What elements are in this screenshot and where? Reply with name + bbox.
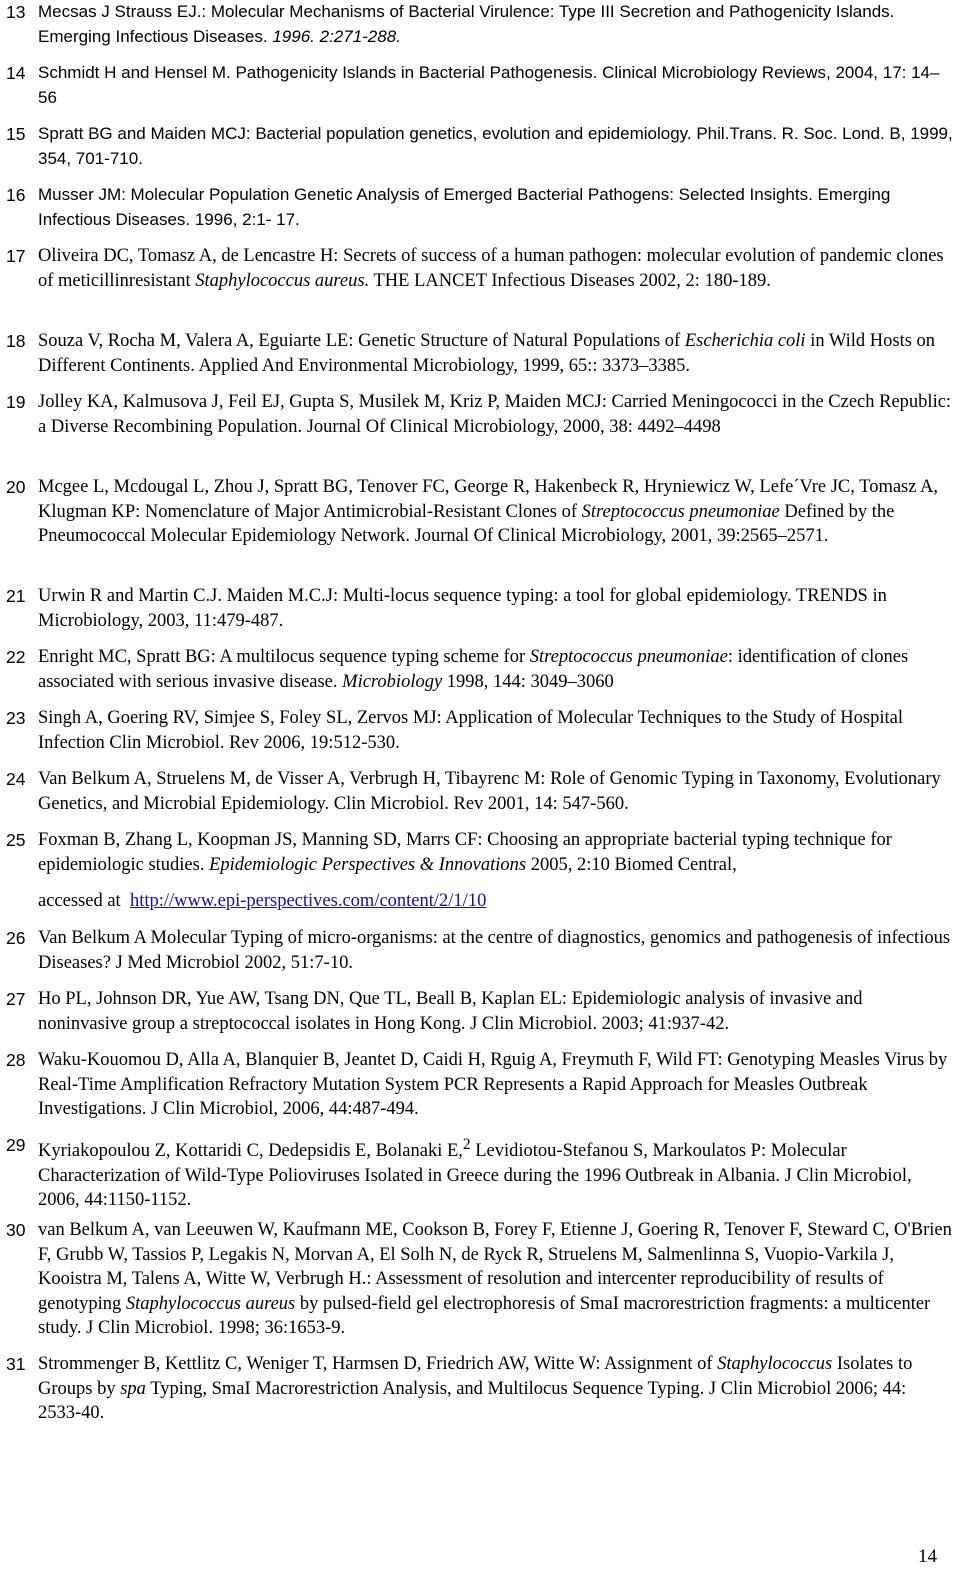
reference-text-segment: van Belkum A, van Leeuwen W, Kaufmann ME, Cookson B, Forey F, Etienne J, Goering R, Tenover F, Steward C, O'Brien F, Grubb W, Tassios P, Legakis N, Morvan A, El Solh N, de Ryck R, Struelens M, Salmenlinna S, Vuopio-Varkila J, Kooistra M, Talens A, Witte W, Verbrugh H.: Assessment of resolution and intercenter reproducibility of results of genotyping — [38, 1220, 952, 1314]
reference-number: 31 — [6, 1354, 26, 1374]
reference-number: 21 — [6, 586, 26, 606]
reference-text-segment: Defined by the Pneumococcal Molecular Epidemiology Network. Journal Of Clinical Microbiology, 2001, 39:2565–2571. — [38, 501, 895, 546]
italic-text: Staphylococcus — [717, 1354, 833, 1374]
reference-number: 26 — [6, 928, 26, 948]
reference-text-segment: Typing, SmaI Macrorestriction Analysis, and Multilocus Sequence Typing. J Clin Microbiol 2006; 44: 2533-40. — [38, 1378, 907, 1423]
reference-text — [38, 1133, 954, 1213]
reference-text-segment: Van Belkum A Molecular Typing of micro-organisms: at the centre of diagnostics, genomics and pathogenesis of infectious Diseases? J Med Microbiol 2002, 51:7-10. — [38, 928, 951, 973]
reference-number: 14 — [6, 63, 26, 83]
reference-text — [38, 767, 954, 816]
reference-text-segment: THE LANCET Infectious Diseases 2002, 2: 180-189. — [369, 270, 771, 291]
reference-text — [38, 926, 954, 975]
reference-text-segment: Musser JM: Molecular Population Genetic Analysis of Emerged Bacterial Pathogens: Selected Insights. Emerging Infectious Diseases. 1996, 2:1- 17. — [38, 185, 891, 229]
reference-number: 24 — [6, 769, 26, 789]
reference-text-segment: Ho PL, Johnson DR, Yue AW, Tsang DN, Que TL, Beall B, Kaplan EL: Epidemiologic analysis of invasive and noninvasive group a streptococcal isolates in Hong Kong. J Clin Microbiol. 2003; 41:937-42. — [38, 989, 863, 1034]
reference-text — [38, 1218, 954, 1341]
reference-number: 25 — [6, 830, 26, 850]
italic-text: Epidemiologic Perspectives & Innovations — [209, 854, 527, 875]
reference-text — [38, 183, 954, 232]
reference-text-segment: Waku-Kouomou D, Alla A, Blanquier B, Jeantet D, Caidi H, Rguig A, Freymuth F, Wild FT: Genotyping Measles Virus by Real-Time Amplification Refractory Mutation System PCR Represents a Rapid Approach for Measles Outbreak Investigations. J Clin Microbiol, 2006, 44:487-494. — [38, 1050, 948, 1119]
reference-number: 28 — [6, 1050, 26, 1070]
reference-link[interactable]: http://www.epi-perspectives.com/content/2/1/10 — [129, 891, 487, 911]
reference-text-segment: Kyriakopoulou Z, Kottaridi C, Dedepsidis E, Bolanaki E, — [38, 1141, 463, 1162]
reference-text-segment: Strommenger B, Kettlitz C, Weniger T, Harmsen D, Friedrich AW, Witte W: Assignment of — [38, 1354, 718, 1374]
reference-text — [38, 122, 954, 171]
reference-text-segment: 2005, 2:10 Biomed Central, — [526, 854, 737, 875]
reference-text-segment: Van Belkum A, Struelens M, de Visser A, Verbrugh H, Tibayrenc M: Role of Genomic Typing in Taxonomy, Evolutionary Genetics, and Microbial Epidemiology. Clin Microbiol. Rev 2001, 14: 547-560. — [38, 769, 941, 814]
reference-text-segment: 1998, 144: 3049–3060 — [442, 671, 614, 692]
reference-text — [38, 390, 954, 439]
reference-text-segment: Foxman B, Zhang L, Koopman JS, Manning SD, Marrs CF: Choosing an appropriate bacterial typing technique for epidemiologic studies. — [38, 830, 892, 875]
access-prefix: accessed at — [38, 891, 130, 911]
reference-text-segment: Isolates to Groups by — [38, 1354, 913, 1399]
italic-text: Escherichia coli — [684, 331, 806, 351]
reference-text — [38, 1048, 954, 1122]
reference-text — [38, 584, 954, 633]
reference-text-segment: Jolley KA, Kalmusova J, Feil EJ, Gupta S, Musilek M, Kriz P, Maiden MCJ: Carried Meningococci in the Czech Republic: a Diverse Recombining Population. Journal Of Clinical Microbiology, 2000, 38: 4492–4498 — [38, 392, 952, 437]
reference-number: 13 — [6, 2, 26, 22]
reference-text — [38, 475, 954, 549]
reference-text-segment: Spratt BG and Maiden MCJ: Bacterial population genetics, evolution and epidemiology. Phil.Trans. R. Soc. Lond. B, 1999, 354, 701-710. — [38, 124, 953, 168]
reference-text-segment: Enright MC, Spratt BG: A multilocus sequence typing scheme for — [38, 647, 530, 667]
superscript: 2 — [462, 1136, 471, 1153]
reference-number: 23 — [6, 708, 26, 728]
reference-text — [38, 706, 954, 755]
reference-text-segment: Urwin R and Martin C.J. Maiden M.C.J: Multi-locus sequence typing: a tool for global epidemiology. TRENDS in Microbiology, 2003, 11:479-487. — [38, 586, 887, 631]
italic-text: Staphylococcus aureus — [125, 1293, 296, 1314]
reference-number: 20 — [6, 477, 26, 497]
reference-text — [38, 329, 954, 378]
reference-text-segment: Mecsas J Strauss EJ.: Molecular Mechanisms of Bacterial Virulence: Type III Secretion and Pathogenicity Islands. Emerging Infectious Diseases. — [38, 2, 895, 46]
reference-number: 15 — [6, 124, 26, 144]
italic-text: Microbiology — [342, 671, 443, 692]
reference-text — [38, 0, 954, 49]
reference-text-segment: Oliveira DC, Tomasz A, de Lencastre H: Secrets of success of a human pathogen: molecular evolution of pandemic clones of meticillinresistant — [38, 246, 944, 291]
reference-number: 16 — [6, 185, 26, 205]
reference-text-segment: in Wild Hosts on Different Continents. Applied And Environmental Microbiology, 1999, 65:: 3373–3385. — [38, 331, 936, 376]
reference-text — [38, 61, 954, 110]
italic-text: 1996. 2:271-288. — [272, 26, 401, 46]
reference-number: 27 — [6, 989, 26, 1009]
reference-text-segment: Levidiotou-Stefanou S, Markoulatos P: Molecular Characterization of Wild-Type Polioviruses Isolated in Greece during the 1996 Outbreak in Albania. J Clin Microbiol, 2006, 44:1150-1152. — [38, 1141, 912, 1211]
reference-text-segment: Souza V, Rocha M, Valera A, Eguiarte LE: Genetic Structure of Natural Populations of — [38, 331, 685, 351]
reference-number: 19 — [6, 392, 26, 412]
reference-text — [38, 828, 954, 914]
reference-text — [38, 244, 954, 293]
italic-text: Streptococcus pneumoniae — [529, 647, 728, 667]
reference-text — [38, 987, 954, 1036]
page-number: 14 — [918, 1546, 937, 1567]
reference-text — [38, 645, 954, 694]
reference-text-segment: by pulsed-field gel electrophoresis of SmaI macrorestriction fragments: a multicenter study. J Clin Microbiol. 1998; 36:1653-9. — [38, 1293, 931, 1338]
italic-text: Staphylococcus aureus. — [195, 270, 370, 291]
access-line — [38, 889, 954, 914]
reference-number: 30 — [6, 1220, 26, 1240]
reference-text-segment: : identification of clones associated with serious invasive disease. — [38, 647, 909, 692]
reference-number: 18 — [6, 331, 26, 351]
reference-text — [38, 1352, 954, 1426]
reference-text-segment: Schmidt H and Hensel M. Pathogenicity Islands in Bacterial Pathogenesis. Clinical Microbiology Reviews, 2004, 17: 14–56 — [38, 63, 940, 107]
reference-number: 17 — [6, 246, 26, 266]
reference-text-segment: Mcgee L, Mcdougal L, Zhou J, Spratt BG, Tenover FC, George R, Hakenbeck R, Hryniewicz W, Lefe´Vre JC, Tomasz A, Klugman KP: Nomenclature of Major Antimicrobial-Resistant Clones of — [38, 477, 939, 522]
italic-text: spa — [120, 1378, 146, 1399]
reference-number: 29 — [6, 1135, 26, 1155]
reference-text-segment: Singh A, Goering RV, Simjee S, Foley SL, Zervos MJ: Application of Molecular Techniques to the Study of Hospital Infection Clin Microbiol. Rev 2006, 19:512-530. — [38, 708, 903, 753]
reference-number: 22 — [6, 647, 26, 667]
italic-text: Streptococcus pneumoniae — [581, 501, 780, 522]
